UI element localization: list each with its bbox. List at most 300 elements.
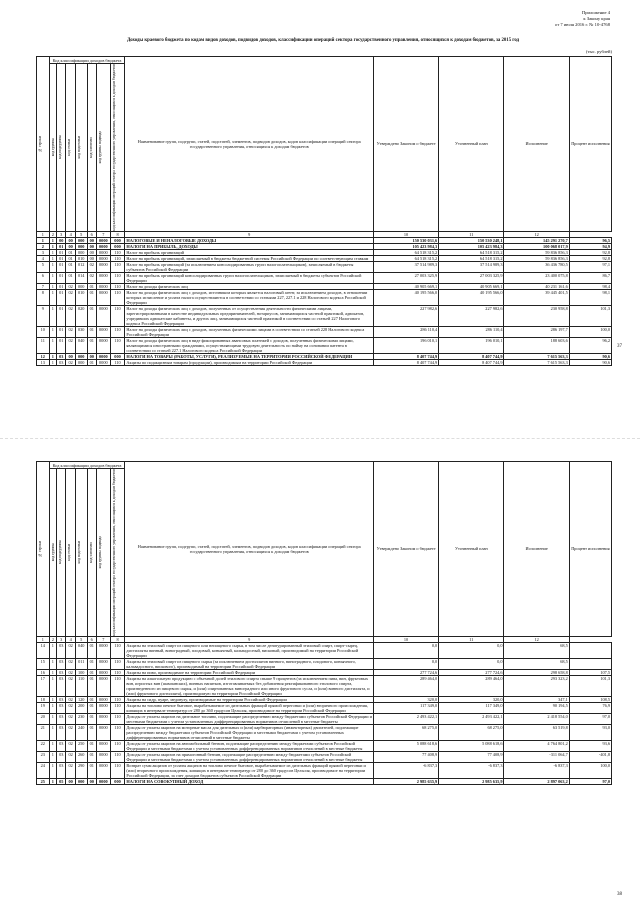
code-group-header: Код классификации доходов бюджета [49, 462, 125, 469]
page-number: 38 [617, 892, 622, 897]
code-cell: 260 [75, 751, 87, 762]
row-number: 22 [37, 740, 50, 751]
code-cell: 1 [49, 669, 56, 675]
item-name: Налог на доходы физических лиц с доходов, полученных физическими лицами в соответствии со статьей 228 Налогового кодекса Российской Федерации [125, 326, 374, 337]
execution-value: 7 615 563,3 [504, 359, 569, 365]
code-cell: 00 [56, 237, 65, 243]
percent-value: 97,1 [569, 261, 611, 272]
code-cell: 03 [56, 762, 65, 778]
column-number: 11 [439, 636, 504, 642]
code-cell: 0000 [96, 762, 110, 778]
approved-value: 2 493 422,1 [373, 713, 438, 724]
code-cell: 110 [110, 289, 125, 305]
table-row [37, 762, 612, 778]
execution-value: 7 615 563,3 [504, 353, 569, 359]
percent-value: 94,9 [569, 243, 611, 249]
code-cell: 1 [49, 283, 56, 289]
item-name: Доходы от уплаты акцизов на дизельное топливо, подлежащие распределению между бюджетами субъектов Российской Федерации и местными бюджетами с учетом установленных дифференцированных нормативов отчислений в местные бюджеты [126, 713, 372, 724]
code-cell: 000 [75, 353, 87, 359]
percent-value: 93,0 [569, 724, 611, 740]
code-cell: 000 [75, 283, 87, 289]
code-cell: 110 [110, 337, 125, 353]
code-cell: 01 [87, 740, 96, 751]
code-cell: 0000 [96, 249, 110, 255]
code-cell: 02 [87, 272, 96, 283]
row-number: 9 [37, 305, 50, 326]
code-cell: 02 [66, 337, 75, 353]
execution-header: Исполнение [504, 57, 569, 232]
execution-value: 63 519,8 [504, 724, 569, 740]
item-name: НАЛОГИ НА ТОВАРЫ (РАБОТЫ, УСЛУГИ), РЕАЛИЗУЕМЫЕ НА ТЕРРИТОРИИ РОССИЙСКОЙ ФЕДЕРАЦИИ [125, 353, 374, 359]
column-number: 1 [37, 636, 50, 642]
approved-value: 289 464,0 [373, 675, 438, 696]
row-number: 15 [37, 658, 50, 669]
refined-value: 68 275,0 [439, 724, 504, 740]
percent-value: 98,1 [569, 289, 611, 305]
table-row [37, 658, 612, 669]
approved-value: 117 349,0 [373, 702, 438, 713]
appendix-line: от 7 июля 2016 г. № 10-4768 [554, 22, 610, 27]
table-row [37, 778, 612, 784]
code-cell: 01 [87, 713, 96, 724]
percent-value: 101,3 [569, 675, 611, 696]
code-cell: 0000 [96, 337, 110, 353]
table-row [37, 713, 612, 724]
code-cell: 0000 [96, 326, 110, 337]
code-cell: 0000 [96, 740, 110, 751]
execution-value: 39 445 401,5 [504, 289, 569, 305]
percent-value: 76,9 [569, 702, 611, 713]
code-column-label: код классификации операций сектора государственного управления, относящихся к доходам бюджетов [111, 64, 116, 231]
code-cell: 0000 [96, 359, 110, 365]
code-cell: 0000 [96, 237, 110, 243]
column-number: 8 [110, 231, 125, 237]
item-name: Доходы от уплаты акцизов на моторные масла для дизельных и (или) карбюраторных (инжекторных) двигателей, подлежащие распределению между бюджетами субъектов Российской Федерации и местными бюджетами с учетом установленных дифференцированных нормативов отчислений в местные бюджеты [125, 724, 374, 740]
percent-header: Процент исполнения [569, 57, 611, 232]
approved-value: 227 982,6 [373, 305, 438, 326]
percent-value: 100,0 [569, 326, 611, 337]
execution-value: 36 436 780,5 [504, 261, 569, 272]
percent-value: 107,5 [569, 669, 611, 675]
percent-value: 96,2 [569, 337, 611, 353]
code-cell: 000 [75, 243, 87, 249]
table-row [37, 675, 612, 696]
code-column-header [75, 469, 87, 637]
code-cell: 02 [66, 702, 75, 713]
code-cell: 0000 [96, 255, 110, 261]
column-number: 3 [56, 231, 65, 237]
refined-value: 8 407 744,9 [439, 359, 504, 365]
refined-value: 117 349,0 [439, 702, 504, 713]
percent-value: 90,6 [569, 359, 611, 365]
code-column-header [96, 469, 110, 637]
execution-value: 68,5 [504, 642, 569, 658]
code-cell: 02 [66, 675, 75, 696]
table-row [37, 642, 612, 658]
row-number: 16 [37, 669, 50, 675]
table-row [37, 272, 612, 283]
code-cell: 000 [75, 778, 87, 784]
refined-value: 77 408,9 [439, 751, 504, 762]
code-cell: 1 [49, 642, 56, 658]
row-number: 5 [37, 261, 50, 272]
code-cell: 01 [87, 283, 96, 289]
code-cell: 0000 [96, 305, 110, 326]
execution-value: 2 418 554,0 [504, 713, 569, 724]
approved-value: 77 408,9 [373, 751, 438, 762]
refined-value: 320,0 [439, 696, 504, 702]
row-number: 21 [37, 724, 50, 740]
code-column-label: код подгруппы [57, 540, 62, 565]
row-number: 25 [37, 778, 50, 784]
code-cell: 110 [110, 751, 125, 762]
code-cell: 03 [56, 751, 65, 762]
code-column-label: код классификации операций сектора государственного управления, относящихся к доходам бюджетов [111, 469, 116, 636]
code-cell: 1 [49, 305, 56, 326]
refined-value: 27 003 325,9 [439, 272, 504, 283]
approved-value: 37 514 989,3 [373, 261, 438, 272]
code-cell: 110 [110, 272, 125, 283]
code-cell: 000 [75, 359, 87, 365]
refined-value: 2 493 422,1 [439, 713, 504, 724]
code-cell: 0000 [96, 642, 110, 658]
column-number: 2 [49, 636, 56, 642]
code-cell: 00 [66, 243, 75, 249]
code-cell: 01 [87, 696, 96, 702]
column-number: 12 [504, 231, 569, 237]
code-cell: 030 [75, 326, 87, 337]
header-row [37, 57, 612, 64]
item-name: Налог на прибыль организаций консолидированных групп налогоплательщиков, зачисляемый в бюджеты субъектов Российской Федерации [125, 272, 374, 283]
item-name: Налог на доходы физических лиц с доходов, полученных от осуществления деятельности физическими лицами, зарегистрированными в качестве индивидуальных предпринимателей, нотариусов, занимающихся частной практикой, адвокатов, учредивших адвокатские кабинеты, и других лиц, занимающихся частной практикой в соответствии со статьей 227 Налогового кодекса Российской Федерации [125, 305, 374, 326]
code-cell: 110 [110, 249, 125, 255]
refined-value: 64 518 315,2 [439, 255, 504, 261]
row-number: 20 [37, 713, 50, 724]
column-number: 1 [37, 231, 50, 237]
table-row [37, 702, 612, 713]
code-cell: 1 [49, 237, 56, 243]
code-cell: 000 [110, 243, 125, 249]
code-cell: 1 [49, 255, 56, 261]
item-name: НАЛОГИ НА ПРИБЫЛЬ, ДОХОДЫ [125, 243, 374, 249]
code-cell: 110 [110, 696, 125, 702]
code-cell: 03 [56, 669, 65, 675]
code-cell: 0000 [96, 658, 110, 669]
code-cell: 02 [66, 713, 75, 724]
code-cell: 03 [56, 696, 65, 702]
item-name: НАЛОГИ НА СОВОКУПНЫЙ ДОХОД [125, 778, 374, 784]
column-number: 9 [125, 231, 374, 237]
row-number: 18 [37, 696, 50, 702]
code-cell: 0000 [96, 778, 110, 784]
code-cell: 05 [56, 778, 65, 784]
row-number: 23 [37, 751, 50, 762]
row-number: 4 [37, 255, 50, 261]
row-number: 7 [37, 283, 50, 289]
refined-header: Уточненный план [439, 462, 504, 637]
code-column-header [66, 469, 75, 637]
item-name: Акцизы на топливо печное бытовое, вырабатываемое из дизельных фракций прямой перегонки и (или) вторичного происхождения, кипящих в интервале температур от 280 до 360 градусов Цельсия, производимое на территории Российской Федерации [125, 702, 374, 713]
row-number-label: № строки [38, 135, 42, 152]
row-number: 11 [37, 337, 50, 353]
column-number: 5 [75, 231, 87, 237]
code-cell: 110 [110, 713, 125, 724]
code-cell: 02 [66, 696, 75, 702]
page-2 [0, 440, 640, 905]
item-name: Доходы от уплаты акцизов на автомобильный бензин, подлежащие распределению между бюджетами субъектов Российской Федерации и местными бюджетами с учетом установленных дифференцированных нормативов отчислений в местные бюджеты [125, 740, 374, 751]
execution-value: 347,1 [504, 696, 569, 702]
approved-value: 320,0 [373, 696, 438, 702]
table-row [37, 326, 612, 337]
code-column-label: код элемента [88, 541, 93, 563]
code-cell: 03 [56, 713, 65, 724]
code-cell: 110 [110, 702, 125, 713]
code-cell: 100 [75, 669, 87, 675]
appendix-line: к Закону края [583, 16, 610, 21]
approved-value: 40 195 566,0 [373, 289, 438, 305]
unit-label: (тыс. рублей) [586, 49, 612, 54]
row-number: 17 [37, 675, 50, 696]
code-cell: 01 [87, 762, 96, 778]
code-cell: 250 [75, 740, 87, 751]
item-name: Налог на доходы физических лиц [125, 283, 374, 289]
item-name: Налог на прибыль организаций, зачисляемый в бюджеты бюджетной системы Российской Федерации по соответствующим ставкам [125, 255, 374, 261]
code-cell: 01 [56, 337, 65, 353]
code-cell: 1 [49, 724, 56, 740]
code-cell: 110 [110, 255, 125, 261]
execution-value: 23 400 075,8 [504, 272, 569, 283]
code-column-header [87, 64, 96, 232]
code-cell: 01 [66, 261, 75, 272]
code-cell: 1 [49, 289, 56, 305]
percent-value: 90,6 [569, 353, 611, 359]
code-cell: 110 [110, 669, 125, 675]
code-cell: 01 [87, 642, 96, 658]
execution-value: 293 323,2 [504, 675, 569, 696]
column-number: 6 [87, 231, 96, 237]
code-cell: 0000 [96, 283, 110, 289]
code-cell: 01 [87, 326, 96, 337]
percent-value [569, 642, 611, 658]
name-header: Наименование групп, подгрупп, статей, подстатей, элементов, подвидов доходов, кодов классификации операций сектора государственного управления, относящихся к доходам бюджетов [125, 57, 374, 232]
code-cell: 000 [110, 778, 125, 784]
column-number: 5 [75, 636, 87, 642]
item-name: Налог на доходы физических лиц в виде фиксированных авансовых платежей с доходов, полученных физическими лицами, являющимися иностранными гражданами, осуществляющими трудовую деятельность по найму на основании патента в соответствии со статьей 227.1 Налогового кодекса Российской Федерации [125, 337, 374, 353]
code-cell: 01 [87, 658, 96, 669]
execution-value: 100 068 017,9 [504, 243, 569, 249]
refined-value: 289 464,0 [439, 675, 504, 696]
code-cell: 1 [49, 702, 56, 713]
code-cell: 02 [66, 669, 75, 675]
code-cell: 01 [87, 337, 96, 353]
code-cell: 014 [75, 272, 87, 283]
code-column-label: код статьи [67, 544, 72, 561]
code-cell: 1 [49, 778, 56, 784]
column-number: 11 [439, 231, 504, 237]
code-cell: 00 [87, 237, 96, 243]
row-number: 8 [37, 289, 50, 305]
percent-value: 108,5 [569, 696, 611, 702]
code-cell: 110 [110, 359, 125, 365]
code-cell: 00 [87, 778, 96, 784]
percent-value: 98,4 [569, 283, 611, 289]
code-cell: 0000 [96, 261, 110, 272]
code-cell: 010 [75, 255, 87, 261]
table-row [37, 740, 612, 751]
code-cell: 02 [66, 751, 75, 762]
column-number: 4 [66, 636, 75, 642]
header-row [37, 462, 612, 469]
column-number: 3 [56, 636, 65, 642]
execution-value: 4 764 801,2 [504, 740, 569, 751]
code-column-label: код статьи [67, 139, 72, 156]
item-name: Акцизы на этиловый спирт из пищевого сырья (за исключением дистиллятов винного, виноградного, плодового, коньячного, кальвадосного, вискового), производимый на территории Российской Федерации [125, 658, 374, 669]
code-cell: 00 [66, 778, 75, 784]
code-cell: 02 [66, 762, 75, 778]
approved-value: 0,0 [373, 658, 438, 669]
code-cell: 1 [49, 243, 56, 249]
code-cell: 110 [110, 762, 125, 778]
code-column-header [96, 64, 110, 232]
execution-value: 59 836 856,3 [504, 249, 569, 255]
code-cell: 000 [110, 237, 125, 243]
code-cell: 1 [49, 696, 56, 702]
code-cell: 01 [56, 289, 65, 305]
code-cell: 00 [87, 353, 96, 359]
refined-value: 196 010,1 [439, 337, 504, 353]
code-cell: 010 [75, 289, 87, 305]
row-number: 24 [37, 762, 50, 778]
code-column-header [49, 469, 56, 637]
code-column-header [56, 469, 65, 637]
approved-value: 105 423 984,3 [373, 243, 438, 249]
percent-value [569, 658, 611, 669]
refined-value: -6 837,3 [439, 762, 504, 778]
code-cell: 01 [66, 249, 75, 255]
row-number: 2 [37, 243, 50, 249]
percent-value: -401,8 [569, 751, 611, 762]
code-cell: 01 [56, 243, 65, 249]
percent-value: 96,5 [569, 237, 611, 243]
code-cell: 1 [49, 740, 56, 751]
code-cell: 000 [75, 237, 87, 243]
row-number: 3 [37, 249, 50, 255]
code-cell: 01 [56, 261, 65, 272]
code-cell: 110 [110, 283, 125, 289]
column-number: 2 [49, 231, 56, 237]
code-cell: 02 [66, 305, 75, 326]
code-cell: 01 [66, 272, 75, 283]
column-number: 6 [87, 636, 96, 642]
code-cell: 01 [87, 724, 96, 740]
code-cell: 02 [66, 724, 75, 740]
refined-value: 0,0 [439, 658, 504, 669]
code-cell: 012 [75, 261, 87, 272]
code-cell: 01 [87, 669, 96, 675]
percent-value: 93,6 [569, 740, 611, 751]
code-column-header [66, 64, 75, 232]
code-cell: 000 [110, 353, 125, 359]
code-cell: 200 [75, 702, 87, 713]
revenue-table [36, 56, 612, 366]
code-cell: 03 [56, 675, 65, 696]
code-cell: 02 [66, 359, 75, 365]
code-cell: 01 [56, 326, 65, 337]
code-cell: 03 [56, 359, 65, 365]
code-column-label: код подстатьи [76, 541, 81, 564]
row-number: 14 [37, 642, 50, 658]
code-column-header [75, 64, 87, 232]
refined-value: 5 088 618,6 [439, 740, 504, 751]
code-cell: 03 [56, 658, 65, 669]
code-cell: 110 [110, 326, 125, 337]
code-cell: 110 [75, 675, 87, 696]
code-cell: 02 [66, 326, 75, 337]
approved-value: 27 003 325,9 [373, 272, 438, 283]
code-cell: 01 [56, 255, 65, 261]
code-cell: 1 [49, 713, 56, 724]
code-cell: 01 [66, 255, 75, 261]
percent-value: 97,0 [569, 713, 611, 724]
execution-value: 145 291 270,7 [504, 237, 569, 243]
item-name: Возврат сумм акцизов от уплаты акцизов на топливо печное бытовое, вырабатываемое из дизельных фракций прямой перегонки и (или) вторичного происхождения, кипящих в интервале температур от 280 до 360 градусов Цельсия, производимое на территории Российской Федерации, за счет доходов бюджетов субъектов Российской Федерации [125, 762, 374, 778]
approved-value: 277 724,6 [373, 669, 438, 675]
code-column-label: код элемента [88, 136, 93, 158]
refined-value: 105 423 984,3 [439, 243, 504, 249]
row-number-header [37, 462, 50, 637]
code-cell: 120 [75, 696, 87, 702]
item-name: Налог на доходы физических лиц с доходов, источником которых является налоговый агент, за исключением доходов, в отношении которых исчисление и уплата налога осуществляются в соответствии со статьями 227, 227.1 и 228 Налогового кодекса Российской Федерации [125, 289, 374, 305]
refined-value: 277 724,6 [439, 669, 504, 675]
row-number: 6 [37, 272, 50, 283]
approved-value: 64 518 315,2 [373, 249, 438, 255]
approved-value: 64 518 315,2 [373, 255, 438, 261]
code-cell: 240 [75, 724, 87, 740]
refined-value: 227 982,6 [439, 305, 504, 326]
code-cell: 01 [87, 305, 96, 326]
code-cell: 040 [75, 337, 87, 353]
item-name: Налог на прибыль организаций [125, 249, 374, 255]
execution-value: 298 658,8 [504, 669, 569, 675]
item-name: Акцизы на этиловый спирт из пищевого или непищевого сырья, в том числе денатурированный этиловый спирт, спирт-сырец, дистилляты винный, виноградный, плодовый, коньячный, кальвадосный, висковый, производимый на территории Российской Федерации [125, 642, 374, 658]
approved-value: 8 407 744,9 [373, 353, 438, 359]
table-row [37, 359, 612, 365]
code-cell: 00 [87, 249, 96, 255]
refined-value: 150 530 248,1 [439, 237, 504, 243]
code-cell: 0000 [96, 751, 110, 762]
code-cell: 110 [110, 642, 125, 658]
code-cell: 0000 [96, 702, 110, 713]
code-cell: 000 [75, 249, 87, 255]
execution-value: 59 836 856,3 [504, 255, 569, 261]
approved-value: 5 088 618,6 [373, 740, 438, 751]
column-number: 7 [96, 231, 110, 237]
code-cell: 110 [110, 261, 125, 272]
column-number: 8 [110, 636, 125, 642]
code-cell: 1 [49, 359, 56, 365]
percent-header: Процент исполнения [569, 462, 611, 637]
code-column-label: код подстатьи [76, 136, 81, 159]
code-cell: 1 [49, 261, 56, 272]
refined-value: 40 195 566,0 [439, 289, 504, 305]
code-column-header [49, 64, 56, 232]
code-cell: 0000 [96, 353, 110, 359]
item-name: Налог на прибыль организаций (за исключением консолидированных групп налогоплательщиков), зачисляемый в бюджеты субъектов Российской Федерации [125, 261, 374, 272]
code-column-label: код группы [50, 138, 55, 157]
code-cell: 01 [56, 249, 65, 255]
approved-header: Утверждено Законом о бюджете [373, 462, 438, 637]
appendix-line: Приложение 4 [581, 10, 610, 15]
